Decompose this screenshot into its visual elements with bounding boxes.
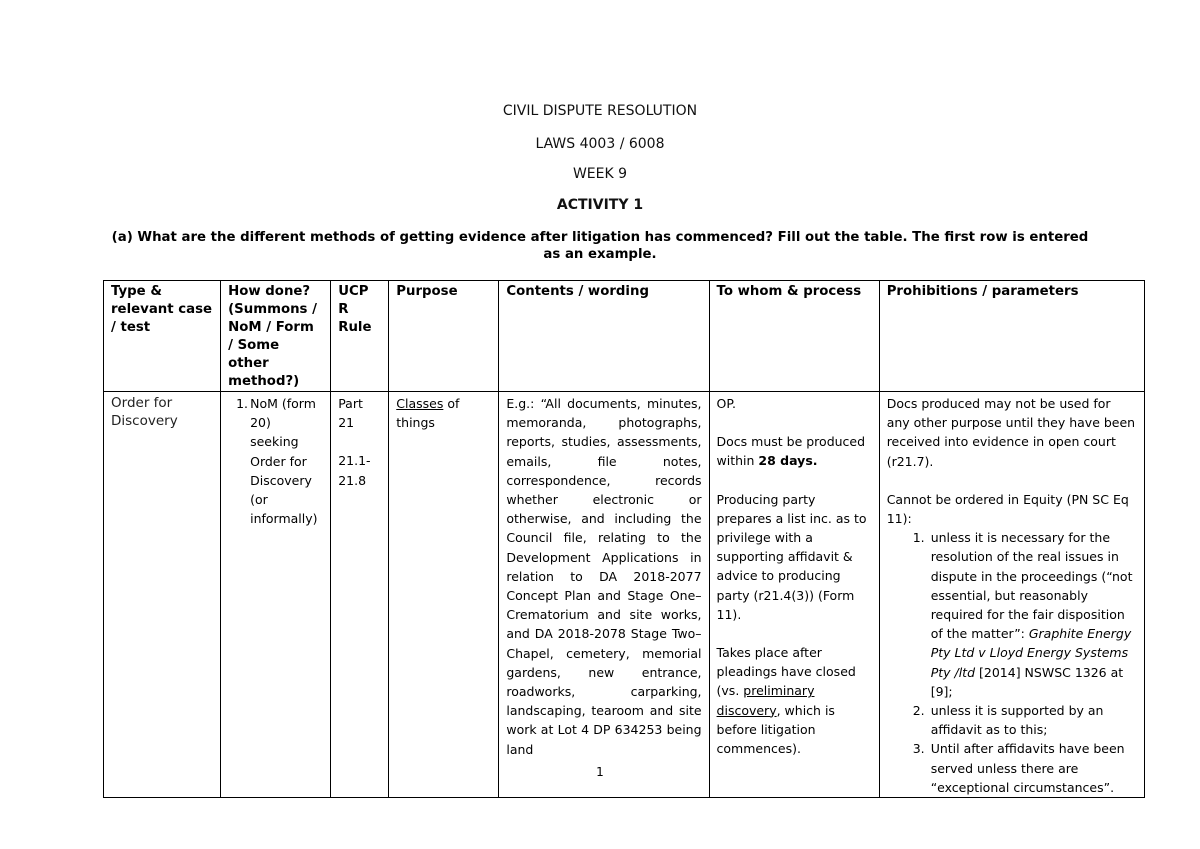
header-how-done: How done? (Summons / NoM / Form / Some other method?)	[221, 281, 331, 392]
course-code: LAWS 4003 / 6008	[535, 136, 665, 152]
process-list: Producing party prepares a list inc. as to privilege with a supporting affidavit & advice to producing party (r21.4(3)) (Form 11).	[716, 491, 867, 622]
page-number: 1	[596, 765, 604, 779]
how-done-number: 1.	[236, 396, 249, 411]
list-item: 2. unless it is supported by an affidavit as to this;	[912, 703, 1104, 738]
rule-range: 21.1-21.8	[338, 453, 371, 488]
header-rule: UCP R Rule	[331, 281, 389, 392]
purpose-rest: of things	[396, 396, 460, 431]
contents-text: E.g.: “All documents, minutes, memoranda, photographs, reports, studies, assessments, emails, file notes, correspondence, records whether electronic or otherwise, and including the Council file, relating to the Development Applications in relation to DA 2018-2077 Concept Plan and Stage One–Crematorium and site works, and DA 2018-2078 Stage Two–Chapel, cemetery, memorial gardens, new entrance, roadworks, carparking, landscaping, tearoom and site work at Lot 4 DP 634253 being land	[506, 396, 702, 757]
header-purpose: Purpose	[389, 281, 499, 392]
rule-part: Part 21	[338, 396, 363, 431]
cell-type	[104, 392, 221, 798]
table-header-row	[104, 281, 1145, 392]
cell-rule	[331, 392, 389, 798]
cell-purpose	[389, 392, 499, 798]
header-process: To whom & process	[709, 281, 879, 392]
header-contents: Contents / wording	[499, 281, 709, 392]
process-timing: Takes place after pleadings have closed (vs. preliminary discovery, which is before litigation commences).	[716, 645, 856, 757]
process-op: OP.	[716, 396, 736, 411]
cell-contents	[499, 392, 709, 798]
list-item: 1. unless it is necessary for the resolution of the real issues in dispute in the proceedings (“not essential, but reasonably required for the fair disposition of the matter”: Graphite Energy Pty Ltd v Lloyd Energy Systems Pty /ltd [2014] NSWSC 1326 at [9];	[912, 530, 1133, 699]
week-label: WEEK 9	[572, 166, 628, 182]
header-type: Type & relevant case / test	[104, 281, 221, 392]
type-text: Order for Discovery	[111, 395, 178, 429]
course-title: CIVIL DISPUTE RESOLUTION	[502, 103, 698, 119]
how-done-item	[228, 394, 323, 528]
activity-label: ACTIVITY 1	[556, 197, 644, 213]
purpose-underlined: Classes	[396, 396, 444, 411]
prohib-use: Docs produced may not be used for any other purpose until they have been received into evidence in open court (r21.7).	[886, 396, 1136, 469]
cell-how-done	[221, 392, 331, 798]
deadline-bold: 28 days.	[758, 453, 818, 469]
cell-process	[709, 392, 879, 798]
evidence-methods-table	[103, 280, 1145, 798]
header-prohibitions: Prohibitions / parameters	[879, 281, 1144, 392]
prohib-equity: Cannot be ordered in Equity (PN SC Eq 11):	[886, 491, 1129, 527]
table-row	[104, 392, 1145, 798]
preliminary-discovery-term: preliminary discovery	[716, 683, 815, 718]
how-done-text: NoM (form 20) seeking Order for Discovery (or informally)	[250, 396, 318, 527]
process-deadline: Docs must be produced within 28 days.	[716, 434, 866, 469]
cell-prohibitions	[879, 392, 1144, 798]
question-text: (a) What are the different methods of getting evidence after litigation has commenced? Fill out the table. The first row is entered as an example.	[111, 230, 1089, 262]
case-citation: Graphite Energy Pty Ltd v Lloyd Energy Systems Pty /ltd	[930, 626, 1132, 680]
list-item: 3. Until after affidavits have been served unless there are “exceptional circumstances”.	[912, 741, 1125, 795]
